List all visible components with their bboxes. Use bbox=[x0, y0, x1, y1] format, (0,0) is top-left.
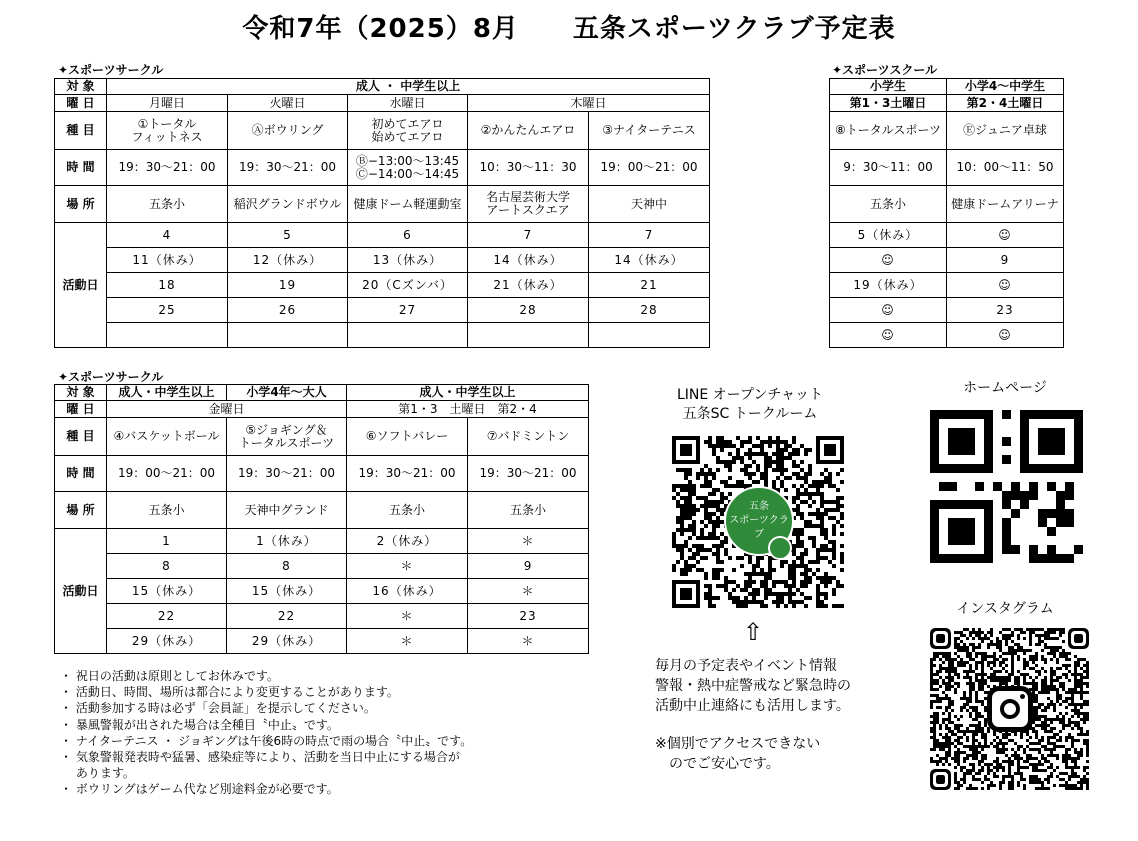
day-cell bbox=[589, 323, 710, 348]
note-item: ・ ボウリングはゲーム代など別途料金が必要です。 bbox=[60, 782, 339, 797]
day-cell: ☺ bbox=[830, 323, 947, 348]
row-label-weekday: 曜 日 bbox=[55, 401, 107, 418]
line-heading bbox=[640, 386, 860, 424]
line-info-text: 毎月の予定表やイベント情報 警報・熱中症警戒など緊急時の 活動中止連絡にも活用します。 bbox=[655, 658, 851, 714]
section-label-circle-1: ✦スポーツサークル bbox=[58, 63, 164, 77]
day-cell: ☺ bbox=[830, 298, 947, 323]
day-cell: 19 bbox=[228, 273, 348, 298]
event-cell: ⑦バドミントン bbox=[468, 418, 589, 456]
day-cell: 13（休み） bbox=[348, 248, 468, 273]
day-cell: 23 bbox=[468, 604, 589, 629]
row-label-target: 対 象 bbox=[55, 385, 107, 401]
day-cell: ＊ bbox=[347, 554, 468, 579]
place-cell: 稲沢グランドボウル bbox=[228, 186, 348, 223]
note-item: ・ 祝日の活動は原則としてお休みです。 bbox=[60, 669, 279, 683]
place-cell: 五条小 bbox=[830, 186, 947, 223]
day-cell: 28 bbox=[589, 298, 710, 323]
day-cell: 1（休み） bbox=[227, 529, 347, 554]
note-item: ・ 活動参加する時は必ず「会員証」を提示してください。 bbox=[60, 701, 376, 716]
day-cell: 29（休み） bbox=[227, 629, 347, 654]
day-cell: 26 bbox=[228, 298, 348, 323]
line-badge-text: 五条 スポーツクラブ bbox=[729, 501, 789, 540]
row-label-time: 時 間 bbox=[55, 456, 107, 492]
day-cell: 6 bbox=[348, 223, 468, 248]
day-cell: 22 bbox=[107, 604, 227, 629]
target-cell: 小学4〜中学生 bbox=[947, 79, 1064, 95]
place-cell: 五条小 bbox=[347, 492, 468, 529]
note-item: ・ 暴風警報が出された場合は全種目〝中止〟です。 bbox=[60, 717, 339, 732]
event-cell: 初めてエアロ 始めてエアロ bbox=[348, 112, 468, 150]
day-cell bbox=[107, 323, 228, 348]
day-cell: 15（休み） bbox=[227, 579, 347, 604]
row-label-target: 対 象 bbox=[55, 79, 107, 95]
day-cell bbox=[468, 323, 589, 348]
instagram-label: インスタグラム bbox=[956, 601, 1054, 617]
line-heading-2: 五条SC トークルーム bbox=[682, 406, 818, 422]
time-cell: 19：30〜21：00 bbox=[227, 456, 347, 492]
day-cell: 19（休み） bbox=[830, 273, 947, 298]
time-cell: 10：00〜11：50 bbox=[947, 150, 1064, 186]
row-label-event: 種 目 bbox=[55, 112, 107, 150]
day-cell: 21（休み） bbox=[468, 273, 589, 298]
section-label-circle-2: ✦スポーツサークル bbox=[58, 370, 164, 384]
day-cell bbox=[348, 323, 468, 348]
weekday-cell: 第1・3 土曜日 第2・4 bbox=[347, 401, 589, 418]
weekday-cell: 第1・3土曜日 bbox=[830, 95, 947, 112]
time-cell: 19：30〜21：00 bbox=[228, 150, 348, 186]
day-cell: 12（休み） bbox=[228, 248, 348, 273]
weekday-cell: 金曜日 bbox=[107, 401, 347, 418]
day-cell: ＊ bbox=[468, 529, 589, 554]
day-cell: 15（休み） bbox=[107, 579, 227, 604]
day-cell: 9 bbox=[468, 554, 589, 579]
day-cell: ☺ bbox=[947, 223, 1064, 248]
weekday-cell: 火曜日 bbox=[228, 95, 348, 112]
time-cell: 9：30〜11：00 bbox=[830, 150, 947, 186]
day-cell: 9 bbox=[947, 248, 1064, 273]
day-cell: ＊ bbox=[468, 579, 589, 604]
day-cell: 16（休み） bbox=[347, 579, 468, 604]
line-small-logo-icon bbox=[768, 536, 792, 560]
target-cell: 小学生 bbox=[830, 79, 947, 95]
day-cell: ☺ bbox=[830, 248, 947, 273]
weekday-cell: 月曜日 bbox=[107, 95, 228, 112]
weekday-cell: 木曜日 bbox=[468, 95, 710, 112]
day-cell: ☺ bbox=[947, 273, 1064, 298]
row-label-activity-days: 活動日 bbox=[55, 529, 107, 654]
note-item: ・ ナイターテニス ・ ジョギングは午後6時の時点で雨の場合〝中止〟です。 bbox=[60, 733, 473, 748]
day-cell: 29（休み） bbox=[107, 629, 227, 654]
day-cell: 1 bbox=[107, 529, 227, 554]
event-cell: ③ナイターテニス bbox=[589, 112, 710, 150]
row-label-place: 場 所 bbox=[55, 186, 107, 223]
time-cell: 19：00〜21：00 bbox=[589, 150, 710, 186]
target-cell: 成人・中学生以上 bbox=[347, 385, 589, 401]
row-label-place: 場 所 bbox=[55, 492, 107, 529]
weekday-cell: 第2・4土曜日 bbox=[947, 95, 1064, 112]
day-cell: 5（休み） bbox=[830, 223, 947, 248]
homepage-label: ホームページ bbox=[963, 380, 1047, 396]
target-cell: 小学4年〜大人 bbox=[227, 385, 347, 401]
place-cell: 五条小 bbox=[107, 492, 227, 529]
day-cell: 8 bbox=[107, 554, 227, 579]
day-cell: 14（休み） bbox=[468, 248, 589, 273]
line-note-text: ※個別でアクセスできない のでご安心です。 bbox=[655, 736, 821, 772]
time-cell: Ⓑ−13:00〜13:45 Ⓒ−14:00〜14:45 bbox=[348, 150, 468, 186]
day-cell: ☺ bbox=[947, 323, 1064, 348]
circle-schedule-table-2 bbox=[54, 384, 589, 654]
note-item: ・ 活動日、時間、場所は都合により変更することがあります。 bbox=[60, 685, 399, 700]
place-cell: 五条小 bbox=[468, 492, 589, 529]
day-cell: 21 bbox=[589, 273, 710, 298]
place-cell: 天神中グランド bbox=[227, 492, 347, 529]
event-cell: ①トータル フィットネス bbox=[107, 112, 228, 150]
day-cell: ＊ bbox=[347, 629, 468, 654]
day-cell: 23 bbox=[947, 298, 1064, 323]
day-cell: 2（休み） bbox=[347, 529, 468, 554]
time-cell: 19：00〜21：00 bbox=[107, 456, 227, 492]
event-cell: ②かんたんエアロ bbox=[468, 112, 589, 150]
weekday-cell: 水曜日 bbox=[348, 95, 468, 112]
day-cell: ＊ bbox=[347, 604, 468, 629]
section-label-school: ✦スポーツスクール bbox=[832, 63, 938, 77]
day-cell: 25 bbox=[107, 298, 228, 323]
day-cell: 28 bbox=[468, 298, 589, 323]
event-cell: Ⓔジュニア卓球 bbox=[947, 112, 1064, 150]
day-cell: 18 bbox=[107, 273, 228, 298]
day-cell: 11（休み） bbox=[107, 248, 228, 273]
row-label-event: 種 目 bbox=[55, 418, 107, 456]
place-cell: 健康ドームアリーナ bbox=[947, 186, 1064, 223]
place-cell: 天神中 bbox=[589, 186, 710, 223]
place-cell: 名古屋芸術大学 アートスクエア bbox=[468, 186, 589, 223]
day-cell: 5 bbox=[228, 223, 348, 248]
day-cell: 7 bbox=[589, 223, 710, 248]
day-cell: 20（Cズンバ） bbox=[348, 273, 468, 298]
page-title: 令和7年（2025）8月 五条スポーツクラブ予定表 bbox=[242, 14, 896, 44]
school-schedule-table bbox=[829, 78, 1064, 348]
time-cell: 19：30〜21：00 bbox=[468, 456, 589, 492]
event-cell: ⑥ソフトバレー bbox=[347, 418, 468, 456]
line-heading-1: LINE オープンチャット bbox=[676, 387, 824, 403]
row-label-time: 時 間 bbox=[55, 150, 107, 186]
place-cell: 五条小 bbox=[107, 186, 228, 223]
day-cell: 22 bbox=[227, 604, 347, 629]
notes-list bbox=[60, 668, 472, 798]
time-cell: 19：30〜21：00 bbox=[347, 456, 468, 492]
day-cell: 14（休み） bbox=[589, 248, 710, 273]
up-arrow-icon: ⇧ bbox=[743, 618, 764, 646]
day-cell: ＊ bbox=[468, 629, 589, 654]
row-label-activity-days: 活動日 bbox=[55, 223, 107, 348]
note-item: ・ 気象警報発表時や猛暑、感染症等により、活動を当日中止にする場合が あります。 bbox=[60, 750, 460, 781]
event-cell: ④バスケットボール bbox=[107, 418, 227, 456]
homepage-qr-code-icon[interactable] bbox=[930, 410, 1085, 565]
day-cell: 27 bbox=[348, 298, 468, 323]
event-cell: Ⓐボウリング bbox=[228, 112, 348, 150]
instagram-logo-icon bbox=[987, 686, 1033, 732]
day-cell: 8 bbox=[227, 554, 347, 579]
day-cell: 7 bbox=[468, 223, 589, 248]
day-cell bbox=[228, 323, 348, 348]
event-cell: ⑤ジョギング＆ トータルスポーツ bbox=[227, 418, 347, 456]
target-cell: 成人・中学生以上 bbox=[107, 385, 227, 401]
target-cell: 成人 ・ 中学生以上 bbox=[107, 79, 710, 95]
circle-schedule-table-1 bbox=[54, 78, 710, 348]
time-cell: 10：30〜11：30 bbox=[468, 150, 589, 186]
day-cell: 4 bbox=[107, 223, 228, 248]
time-cell: 19：30〜21：00 bbox=[107, 150, 228, 186]
place-cell: 健康ドーム軽運動室 bbox=[348, 186, 468, 223]
event-cell: ⑧トータルスポーツ bbox=[830, 112, 947, 150]
row-label-weekday: 曜 日 bbox=[55, 95, 107, 112]
